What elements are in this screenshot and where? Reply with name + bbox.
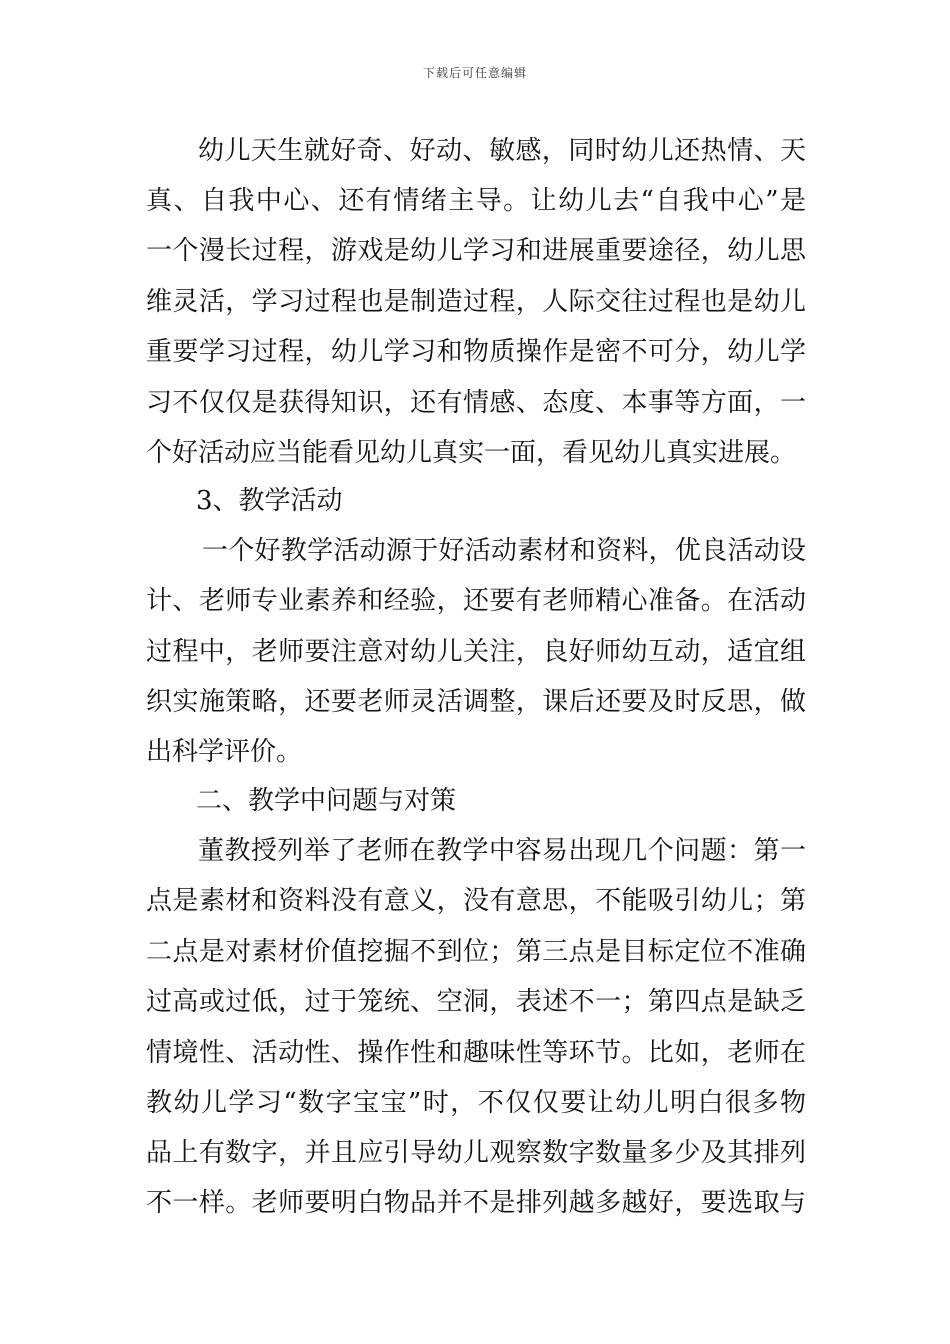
text-line: 重要学习过程，幼儿学习和物质操作是密不可分，幼儿学 — [146, 337, 806, 367]
text-line: 教幼儿学习“数字宝宝”时，不仅仅要让幼儿明白很多物 — [146, 1088, 806, 1118]
text-line: 织实施策略，还要老师灵活调整，课后还要及时反思，做 — [146, 687, 806, 717]
text-line: 情境性、活动性、操作性和趣味性等环节。比如，老师在 — [146, 1038, 806, 1068]
text-line: 点是素材和资料没有意义，没有意思，不能吸引幼儿；第 — [146, 886, 806, 916]
text-line: 个好活动应当能看见幼儿真实一面，看见幼儿真实进展。 — [146, 438, 797, 468]
text-line: 出科学评价。 — [146, 737, 303, 767]
section-heading: 二、教学中问题与对策 — [196, 786, 457, 816]
text-line: 过程中，老师要注意对幼儿关注，良好师幼互动，适宜组 — [146, 637, 806, 667]
text-line: 品上有数字，并且应引导幼儿观察数字数量多少及其排列 — [146, 1138, 806, 1168]
text-line: 计、老师专业素养和经验，还要有老师精心准备。在活动 — [146, 586, 806, 616]
text-line: 习不仅仅是获得知识，还有情感、态度、本事等方面，一 — [146, 388, 806, 418]
text-line: 一个漫长过程，游戏是幼儿学习和进展重要途径，幼儿思 — [146, 236, 806, 266]
section-heading: 3、教学活动 — [196, 486, 343, 516]
text-line: 董教授列举了老师在教学中容易出现几个问题：第一 — [198, 836, 806, 866]
text-line: 不一样。老师要明白物品并不是排列越多越好，要选取与 — [146, 1188, 806, 1218]
text-line: 二点是对素材价值挖掘不到位；第三点是目标定位不准确 — [146, 937, 806, 967]
page-header-note: 下载后可任意编辑 — [422, 66, 527, 80]
text-line: 维灵活，学习过程也是制造过程，人际交往过程也是幼儿 — [146, 287, 806, 317]
text-line: 幼儿天生就好奇、好动、敏感，同时幼儿还热情、天 — [198, 136, 806, 166]
text-line: 一个好教学活动源于好活动素材和资料，优良活动设 — [202, 536, 806, 566]
text-line: 真、自我中心、还有情绪主导。让幼儿去“自我中心”是 — [146, 186, 806, 216]
text-line: 过高或过低，过于笼统、空洞，表述不一；第四点是缺乏 — [146, 987, 806, 1017]
